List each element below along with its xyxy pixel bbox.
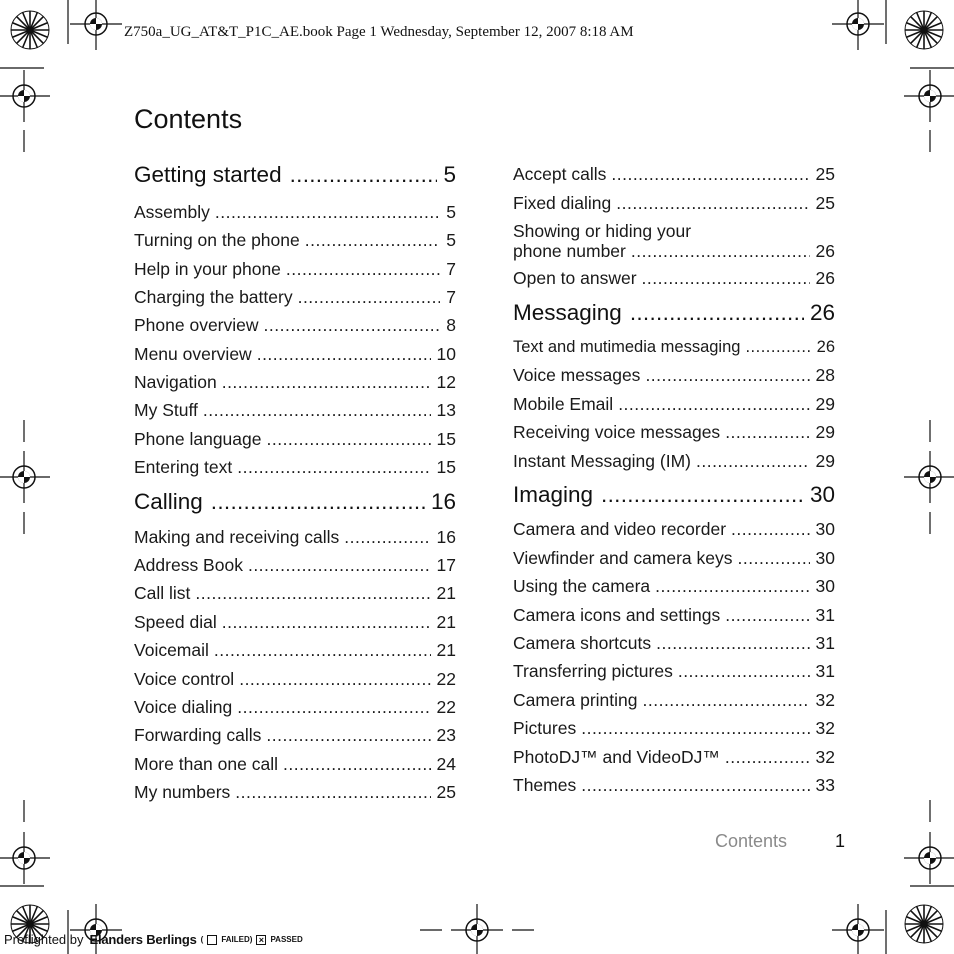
- toc-entry-page: 31: [815, 633, 835, 653]
- toc-entry-page: 22: [436, 669, 456, 689]
- toc-entry[interactable]: [513, 576, 835, 596]
- toc-entry-label: Viewfinder and camera keys: [513, 548, 733, 568]
- toc-entry[interactable]: [134, 640, 456, 660]
- toc-entry-label: Making and receiving calls: [134, 527, 340, 547]
- toc-entry-page: 12: [436, 372, 456, 392]
- toc-leader-dots: [214, 640, 431, 660]
- toc-leader-dots: [235, 782, 430, 802]
- toc-entry-label: Voice dialing: [134, 697, 233, 717]
- toc-entry-label: Showing or hiding your: [513, 221, 692, 241]
- toc-entry[interactable]: [513, 422, 835, 442]
- preflight-close-paren: ): [249, 935, 253, 944]
- toc-leader-dots: [643, 690, 810, 710]
- toc-section-title: Getting started: [134, 162, 282, 187]
- toc-entry-label: My Stuff: [134, 400, 198, 420]
- toc-leader-dots: [611, 164, 809, 184]
- toc-entry-page: 31: [815, 605, 835, 625]
- preflight-brand: Elanders Berlings: [89, 932, 197, 947]
- toc-entry[interactable]: [134, 754, 456, 774]
- toc-leader-dots: [222, 372, 431, 392]
- toc-entry-label: Instant Messaging (IM): [513, 451, 691, 471]
- toc-entry[interactable]: [134, 344, 456, 364]
- toc-leader-dots: [725, 422, 809, 442]
- toc-entry-label: Open to answer: [513, 268, 637, 288]
- toc-leader-dots: [618, 394, 809, 414]
- toc-leader-dots: [696, 451, 810, 471]
- toc-leader-dots: [266, 725, 430, 745]
- preflight-prefix: Preflighted by: [4, 932, 84, 947]
- toc-leader-dots: [248, 555, 431, 575]
- toc-entry-label: Menu overview: [134, 344, 252, 364]
- toc-entry-page: 25: [815, 164, 835, 184]
- toc-leader-dots: [738, 548, 810, 568]
- toc-entry-page: 25: [815, 193, 835, 213]
- toc-entry[interactable]: [134, 372, 456, 392]
- toc-entry-label: Phone overview: [134, 315, 259, 335]
- toc-entry[interactable]: [134, 429, 456, 449]
- failed-checkbox-icon: [207, 935, 217, 945]
- toc-entry[interactable]: [513, 164, 835, 184]
- toc-entry-page: 21: [436, 612, 456, 632]
- toc-entry-page: 17: [436, 555, 456, 575]
- toc-section-title: Imaging: [513, 482, 594, 507]
- toc-entry[interactable]: [513, 394, 835, 414]
- toc-section-page: 16: [430, 489, 456, 514]
- toc-leader-dots: [298, 287, 441, 307]
- toc-entry-label: Speed dial: [134, 612, 217, 632]
- toc-entry-label: Accept calls: [513, 164, 607, 184]
- toc-entry[interactable]: [134, 259, 456, 279]
- toc-entry[interactable]: [134, 457, 456, 477]
- toc-entry[interactable]: [134, 612, 456, 632]
- toc-leader-dots: [642, 268, 810, 288]
- toc-section-page: 26: [809, 300, 835, 325]
- toc-section-page: 30: [809, 482, 835, 507]
- toc-entry-page: 21: [436, 583, 456, 603]
- toc-entry[interactable]: [513, 690, 835, 710]
- toc-entry-page: 24: [436, 754, 456, 774]
- toc-entry-label: Voicemail: [134, 640, 209, 660]
- toc-entry[interactable]: [513, 548, 835, 568]
- toc-section-calling[interactable]: [134, 489, 456, 515]
- toc-entry[interactable]: [513, 633, 835, 653]
- toc-entry-label: Camera shortcuts: [513, 633, 652, 653]
- toc-leader-dots: [616, 193, 809, 213]
- toc-entry-label: Camera and video recorder: [513, 519, 727, 539]
- toc-leader-dots: [725, 605, 809, 625]
- toc-entry-label: Assembly: [134, 202, 210, 222]
- toc-entry[interactable]: [134, 669, 456, 689]
- page-title: Contents: [134, 104, 243, 134]
- toc-entry-page: 28: [815, 365, 835, 385]
- toc-leader-dots: [283, 754, 431, 774]
- toc-entry-page: 26: [816, 338, 835, 356]
- toc-entry-page: 26: [815, 268, 835, 288]
- toc-entry-page: 32: [815, 718, 835, 738]
- toc-leader-dots: [631, 241, 810, 261]
- toc-entry-page: 31: [815, 661, 835, 681]
- toc-entry[interactable]: [134, 202, 456, 222]
- toc-entry-page: 10: [436, 344, 456, 364]
- toc-entry-label: Pictures: [513, 718, 577, 738]
- toc-entry-page: 25: [436, 782, 456, 802]
- toc-entry-page: 30: [815, 576, 835, 596]
- toc-section-messaging[interactable]: [513, 300, 835, 326]
- footer-section-label: Contents: [715, 831, 788, 851]
- toc-entry[interactable]: [134, 527, 456, 547]
- toc-entry-label-continued: phone number: [513, 241, 626, 261]
- toc-leader-dots: [211, 489, 425, 515]
- toc-leader-dots: [656, 633, 809, 653]
- toc-entry[interactable]: [513, 337, 835, 357]
- passed-checkbox-icon: ×: [256, 935, 266, 945]
- toc-entry[interactable]: [134, 725, 456, 745]
- toc-leader-dots: [725, 747, 810, 767]
- toc-entry[interactable]: [513, 365, 835, 385]
- footer-page-number: 1: [835, 831, 846, 851]
- toc-leader-dots: [237, 457, 430, 477]
- toc-entry-page: 15: [436, 429, 456, 449]
- toc-leader-dots: [215, 202, 440, 222]
- toc-leader-dots: [645, 365, 809, 385]
- toc-entry[interactable]: [513, 661, 835, 681]
- toc-section-imaging[interactable]: [513, 482, 835, 508]
- toc-leader-dots: [257, 344, 431, 364]
- toc-entry-label: Charging the battery: [134, 287, 293, 307]
- toc-entry-label: Camera icons and settings: [513, 605, 721, 625]
- toc-leader-dots: [290, 162, 438, 188]
- toc-entry-label: Fixed dialing: [513, 193, 612, 213]
- toc-leader-dots: [237, 697, 430, 717]
- toc-section-title: Calling: [134, 489, 203, 514]
- toc-entry[interactable]: [513, 519, 835, 539]
- toc-entry-label: Address Book: [134, 555, 243, 575]
- toc-entry-label: Forwarding calls: [134, 725, 262, 745]
- toc-entry-label: Receiving voice messages: [513, 422, 721, 442]
- star-target-bottom-right-icon: [905, 905, 943, 943]
- toc-entry[interactable]: [134, 583, 456, 603]
- toc-entry[interactable]: [134, 697, 456, 717]
- toc-entry-label: Entering text: [134, 457, 233, 477]
- toc-entry-page: 32: [815, 747, 835, 767]
- toc-entry-line2: [513, 241, 835, 261]
- toc-leader-dots: [581, 775, 809, 795]
- toc-entry-label: Help in your phone: [134, 259, 281, 279]
- toc-entry-page: 13: [436, 400, 456, 420]
- toc-entry-label: Call list: [134, 583, 191, 603]
- toc-entry-page: 16: [436, 527, 456, 547]
- toc-entry-label: Themes: [513, 775, 577, 795]
- toc-entry-page: 32: [815, 690, 835, 710]
- toc-entry[interactable]: [134, 555, 456, 575]
- toc-leader-dots: [601, 482, 804, 508]
- toc-entry-page: 8: [446, 315, 456, 335]
- toc-entry[interactable]: [513, 451, 835, 471]
- star-target-top-left-icon: [11, 11, 49, 49]
- toc-entry-page: 22: [436, 697, 456, 717]
- toc-leader-dots: [264, 315, 441, 335]
- toc-leader-dots: [203, 400, 431, 420]
- toc-entry[interactable]: [513, 605, 835, 625]
- toc-section-title: Messaging: [513, 300, 622, 325]
- toc-section-getting-started[interactable]: [134, 162, 456, 188]
- toc-entry[interactable]: [134, 400, 456, 420]
- preflight-stamp: [4, 932, 303, 947]
- toc-entry-label: PhotoDJ™ and VideoDJ™: [513, 747, 720, 767]
- toc-entry[interactable]: [513, 775, 835, 795]
- preflight-status: [201, 935, 303, 945]
- preflight-failed-label: FAILED: [221, 935, 250, 944]
- toc-leader-dots: [305, 230, 441, 250]
- book-slug-line: Z750a_UG_AT&T_P1C_AE.book Page 1 Wednesday, September 12, 2007 8:18 AM: [124, 24, 634, 40]
- toc-entry[interactable]: [134, 315, 456, 335]
- toc-leader-dots: [731, 519, 810, 539]
- toc-entry-page: 29: [815, 451, 835, 471]
- toc-entry-page: 26: [815, 241, 835, 261]
- toc-entry-page: 30: [815, 519, 835, 539]
- toc-leader-dots: [344, 527, 430, 547]
- toc-entry-label: Transferring pictures: [513, 661, 673, 681]
- toc-entry-label: Voice messages: [513, 365, 641, 385]
- toc-leader-dots: [239, 669, 430, 689]
- toc-section-page: 5: [443, 162, 456, 187]
- toc-leader-dots: [581, 718, 809, 738]
- toc-leader-dots: [286, 259, 440, 279]
- preflight-open-paren: (: [200, 935, 204, 944]
- toc-entry[interactable]: [134, 287, 456, 307]
- preflight-passed-label: PASSED: [270, 935, 303, 944]
- toc-entry-page: 21: [436, 640, 456, 660]
- toc-entry-page: 30: [815, 548, 835, 568]
- toc-entry[interactable]: [134, 782, 456, 802]
- toc-entry-page: 7: [446, 287, 456, 307]
- toc-entry[interactable]: [513, 268, 835, 288]
- toc-entry-page: 7: [446, 259, 456, 279]
- toc-entry-page: 23: [436, 725, 456, 745]
- toc-entry-label: Using the camera: [513, 576, 651, 596]
- toc-leader-dots: [678, 661, 810, 681]
- toc-entry-label: More than one call: [134, 754, 278, 774]
- toc-leader-dots: [745, 337, 810, 357]
- toc-entry-label: Phone language: [134, 429, 262, 449]
- toc-leader-dots: [655, 576, 809, 596]
- toc-entry-page: 29: [815, 394, 835, 414]
- toc-entry[interactable]: [513, 221, 835, 261]
- star-target-top-right-icon: [905, 11, 943, 49]
- toc-entry[interactable]: [134, 230, 456, 250]
- toc-entry[interactable]: [513, 747, 835, 767]
- toc-entry-page: 29: [815, 422, 835, 442]
- toc-entry-label: Voice control: [134, 669, 235, 689]
- toc-leader-dots: [630, 300, 804, 326]
- toc-entry-label: Camera printing: [513, 690, 638, 710]
- toc-leader-dots: [222, 612, 431, 632]
- toc-entry-page: 5: [446, 202, 456, 222]
- toc-entry-label: Turning on the phone: [134, 230, 300, 250]
- toc-entry-label: Text and mutimedia messaging: [513, 338, 741, 356]
- toc-entry-label: My numbers: [134, 782, 231, 802]
- toc-entry[interactable]: [513, 193, 835, 213]
- toc-entry-label: Navigation: [134, 372, 217, 392]
- toc-leader-dots: [195, 583, 430, 603]
- toc-entry-page: 33: [815, 775, 835, 795]
- toc-leader-dots: [266, 429, 430, 449]
- toc-entry-label: Mobile Email: [513, 394, 614, 414]
- toc-entry-page: 15: [436, 457, 456, 477]
- toc-entry-page: 5: [446, 230, 456, 250]
- toc-entry[interactable]: [513, 718, 835, 738]
